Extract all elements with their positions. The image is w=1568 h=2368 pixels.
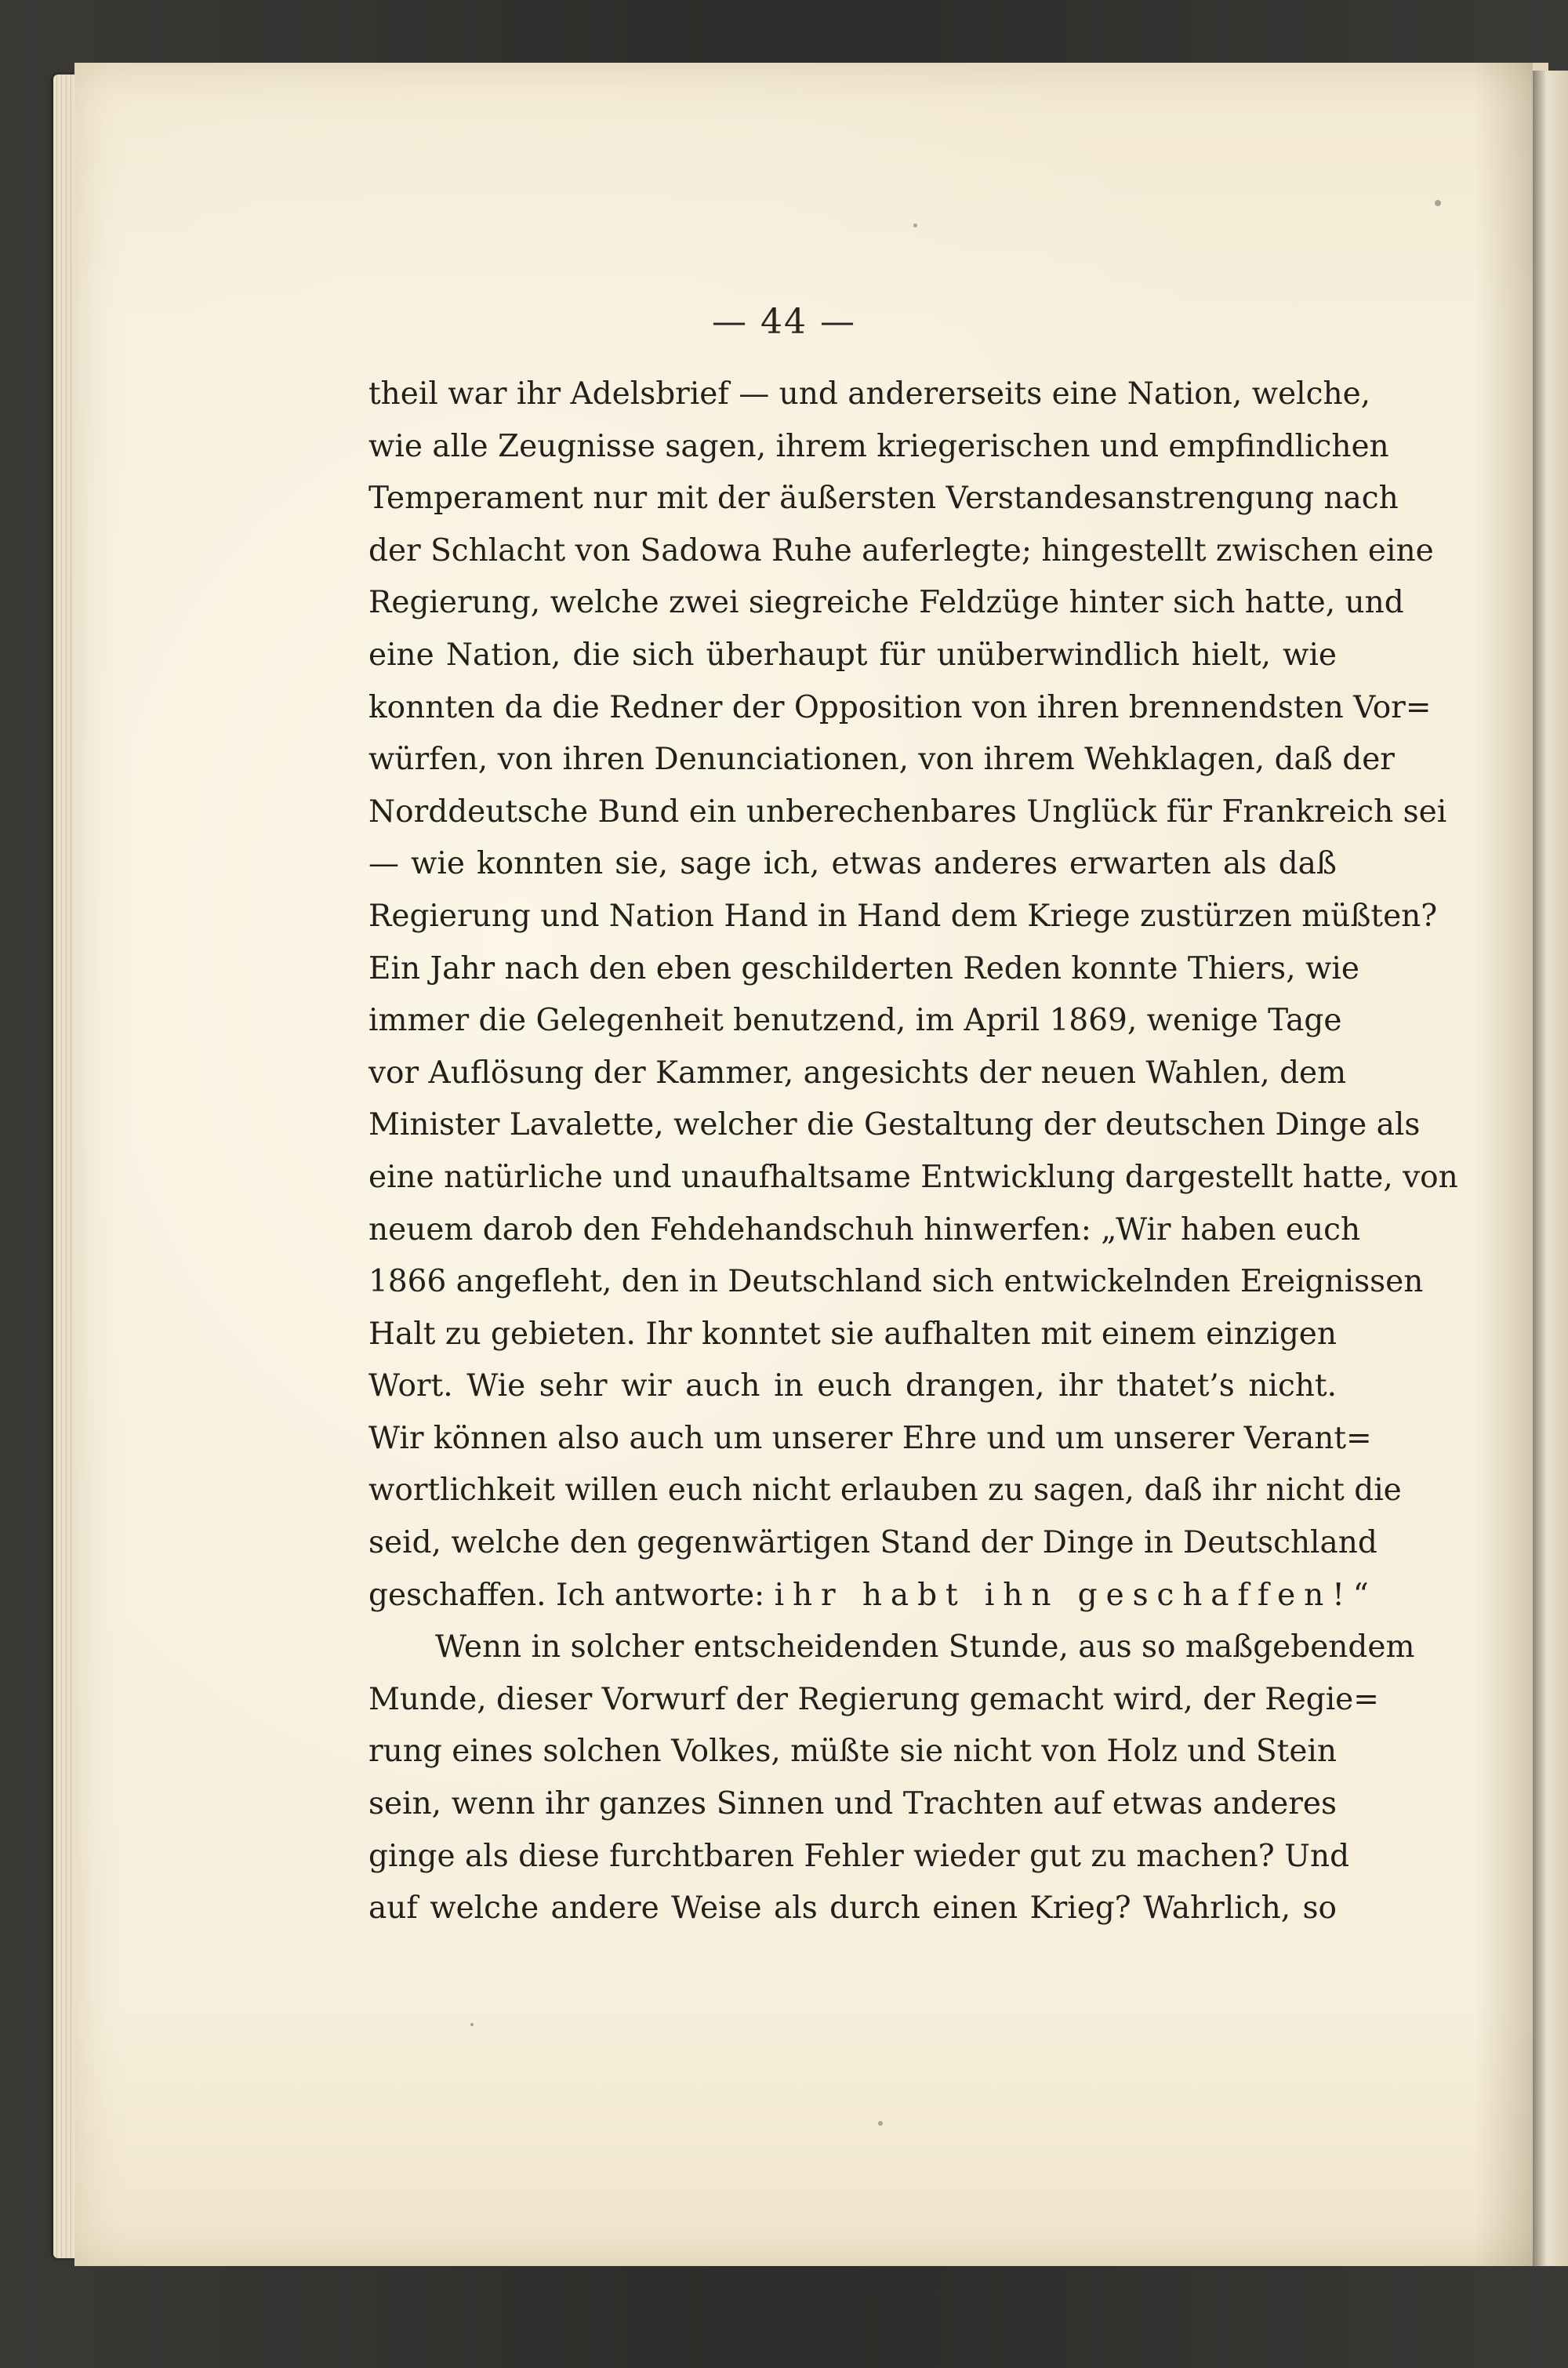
- paper-speck: [878, 2121, 883, 2126]
- text-line: Halt zu gebieten. Ihr konntet sie aufhalten mit einem einzigen: [368, 1316, 1337, 1352]
- text-line: der Schlacht von Sadowa Ruhe auferlegte; hingestellt zwischen eine: [368, 532, 1434, 568]
- text-line: theil war ihr Adelsbrief — und andererseits eine Nation, welche,: [368, 376, 1371, 412]
- paper-speck: [1435, 200, 1441, 206]
- spaced-quote: ihr habt ihn geschaffen!“: [774, 1577, 1377, 1613]
- text-line: eine Nation, die sich überhaupt für unüberwindlich hielt, wie: [368, 637, 1337, 673]
- text-line: sein, wenn ihr ganzes Sinnen und Trachten auf etwas anderes: [368, 1786, 1337, 1822]
- text-line-paragraph-end: [368, 1570, 1377, 1622]
- gutter-shadow: [1474, 63, 1533, 2266]
- text-line: wie alle Zeugnisse sagen, ihrem kriegerischen und empfindlichen: [368, 428, 1389, 464]
- text-line: Wort. Wie sehr wir auch in euch drangen, ihr thatet’s nicht.: [368, 1368, 1337, 1404]
- text-line: — wie konnten sie, sage ich, etwas anderes erwarten als daß: [368, 846, 1337, 882]
- text-line: 1866 angefleht, den in Deutschland sich entwickelnden Ereignissen: [368, 1264, 1424, 1300]
- paper-speck: [470, 2023, 474, 2026]
- text-line: konnten da die Redner der Opposition von ihren brennendsten Vor=: [368, 689, 1432, 725]
- text-line: seid, welche den gegenwärtigen Stand der Dinge in Deutschland: [368, 1525, 1377, 1561]
- text-line: rung eines solchen Volkes, müßte sie nicht von Holz und Stein: [368, 1734, 1337, 1770]
- text-line: vor Auflösung der Kammer, angesichts der neuen Wahlen, dem: [368, 1055, 1347, 1091]
- text-line: Minister Lavalette, welcher die Gestaltung der deutschen Dinge als: [368, 1107, 1421, 1143]
- text-line: wortlichkeit willen euch nicht erlauben zu sagen, daß ihr nicht die: [368, 1473, 1402, 1509]
- body-text: [368, 369, 1458, 1935]
- paper-speck: [913, 223, 917, 227]
- text-line: auf welche andere Weise als durch einen Krieg? Wahrlich, so: [368, 1890, 1337, 1927]
- text-line: Ein Jahr nach den eben geschilderten Reden konnte Thiers, wie: [368, 950, 1359, 986]
- quote-lead-in: geschaffen. Ich antworte:: [368, 1577, 775, 1613]
- text-line: Wir können also auch um unserer Ehre und um unserer Verant=: [368, 1420, 1372, 1456]
- text-line: neuem darob den Fehdehandschuh hinwerfen: „Wir haben euch: [368, 1211, 1361, 1248]
- text-line: Regierung, welche zwei siegreiche Feldzüge hinter sich hatte, und: [368, 585, 1404, 621]
- next-page-edge: [1533, 71, 1568, 2266]
- text-line: Temperament nur mit der äußersten Verstandesanstrengung nach: [368, 481, 1399, 517]
- text-line: würfen, von ihren Denunciationen, von ihrem Wehklagen, daß der: [368, 742, 1395, 778]
- text-line: Wenn in solcher entscheidenden Stunde, aus so maßgebendem: [435, 1629, 1415, 1665]
- text-line: ginge als diese furchtbaren Fehler wieder gut zu machen? Und: [368, 1838, 1350, 1874]
- text-line: eine natürliche und unaufhaltsame Entwicklung dargestellt hatte, von: [368, 1159, 1458, 1195]
- page-number: — 44 —: [712, 302, 856, 342]
- text-line: Regierung und Nation Hand in Hand dem Kriege zustürzen müßten?: [368, 898, 1438, 934]
- text-line: Norddeutsche Bund ein unberechenbares Unglück für Frankreich sei: [368, 794, 1447, 830]
- text-line: Munde, dieser Vorwurf der Regierung gemacht wird, der Regie=: [368, 1681, 1379, 1717]
- text-line: immer die Gelegenheit benutzend, im April 1869, wenige Tage: [368, 1003, 1342, 1039]
